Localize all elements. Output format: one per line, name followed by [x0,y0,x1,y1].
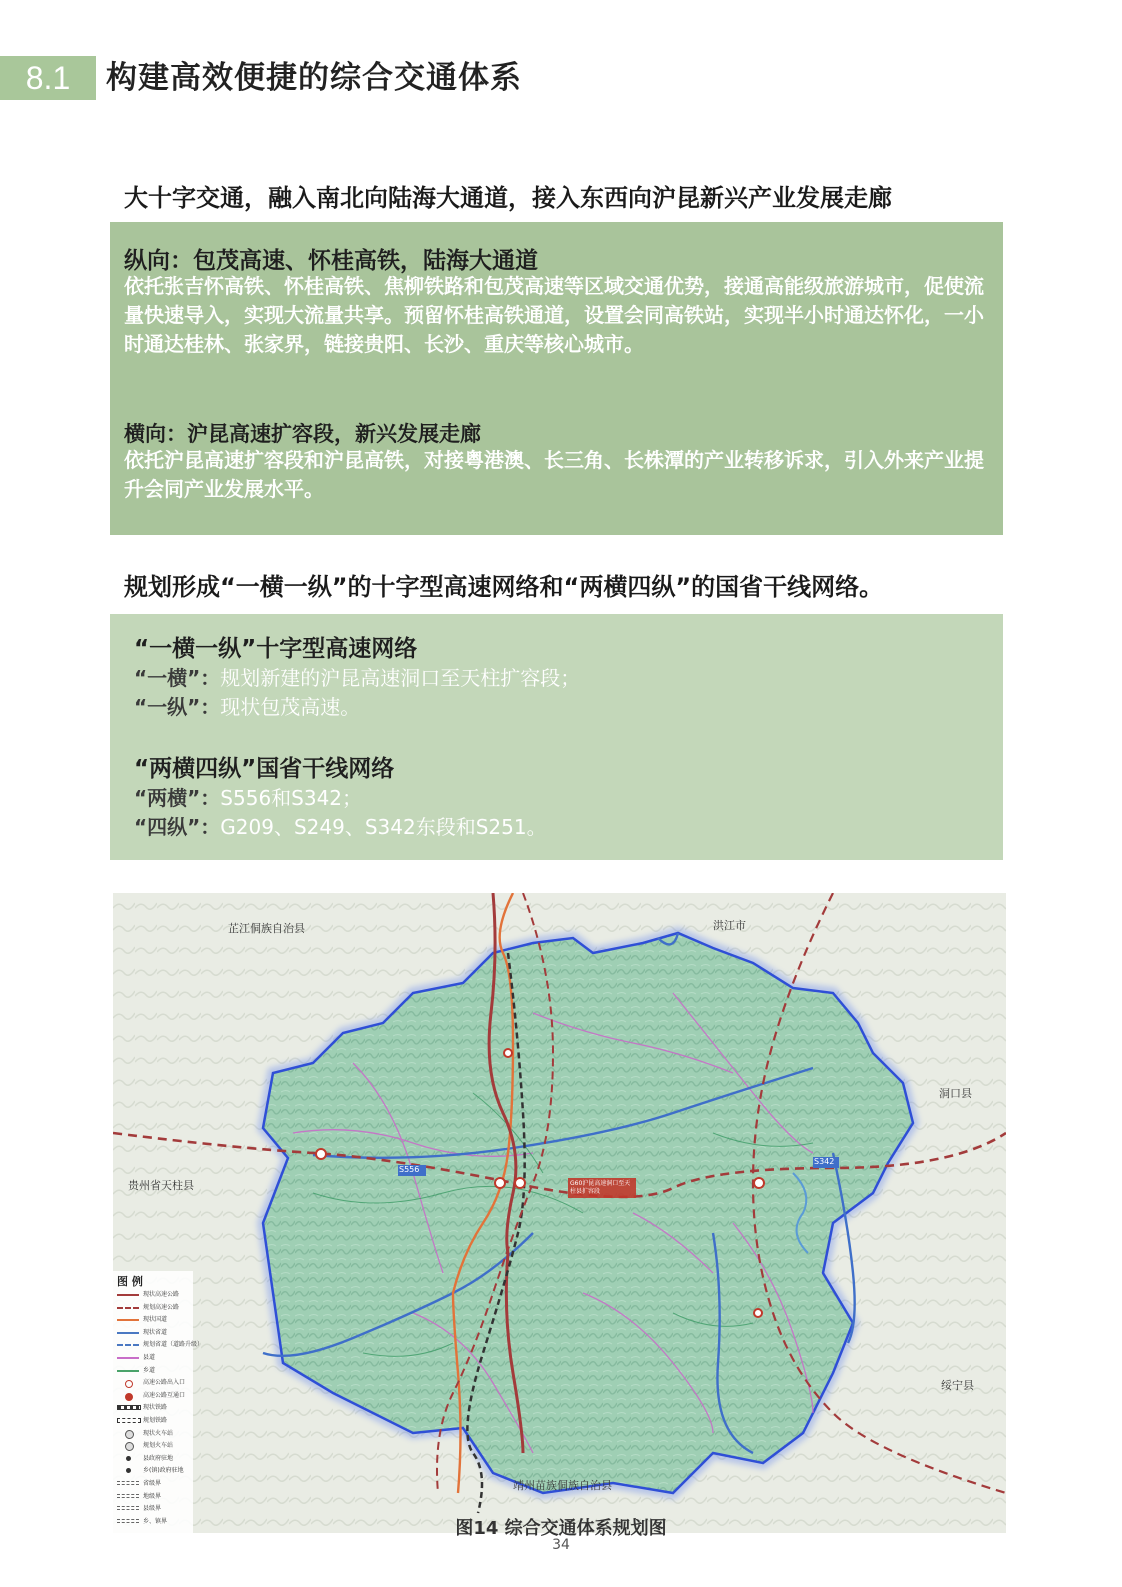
legend-label: 规划省道（道路升级） [143,1341,204,1349]
legend-item [117,1491,193,1503]
map-graphic [113,893,1006,1533]
place-label-hongjiang: 洪江市 [713,919,746,932]
legend-symbol-icon [117,1357,139,1359]
line-key: “四纵”： [134,815,221,839]
figure-caption: 图14 综合交通体系规划图 [455,1518,667,1539]
horizontal-title: 横向：沪昆高速扩容段，新兴发展走廊 [124,422,481,446]
legend-item [117,1314,193,1326]
line-text: G209、S249、S342东段和S251。 [220,815,547,839]
legend-symbol-icon [117,1319,139,1321]
line-text: 规划新建的沪昆高速洞口至天柱扩容段； [220,666,581,690]
horizontal-text: 依托沪昆高速扩容段和沪昆高铁，对接粤港澳、长三角、长株潭的产业转移诉求，引入外来产业提升会同产业发展水平。 [124,448,984,501]
legend-symbol-icon [117,1418,141,1423]
line-text: S556和S342； [220,786,363,810]
expressway-line [134,662,580,691]
place-label-zhijiang: 芷江侗族自治县 [228,922,305,935]
legend-item [117,1365,193,1377]
expressway-line [134,691,360,720]
legend-item [117,1302,193,1314]
legend-symbol-icon [125,1442,134,1451]
legend-item [117,1478,193,1490]
transport-plan-map [113,893,1006,1533]
legend-item [117,1390,193,1402]
legend-item [117,1415,193,1427]
legend-symbol-icon [126,1468,131,1473]
legend-item [117,1352,193,1364]
legend-label: 现状铁路 [143,1404,168,1412]
legend-symbol-icon [126,1456,131,1461]
map-legend [113,1271,204,1533]
network-box [110,614,1003,860]
legend-label: 县级界 [143,1505,162,1513]
legend-symbol-icon [117,1307,139,1309]
legend-label: 高速公路互通口 [143,1391,186,1399]
line-text: 现状包茂高速。 [220,695,361,719]
legend-symbol-icon [125,1430,134,1439]
road-label-s556: S556 [399,1165,420,1174]
legend-item [117,1289,193,1301]
legend-label: 现状国道 [143,1316,168,1324]
legend-label: 规划火车站 [143,1442,174,1450]
legend-label: 省级界 [143,1480,162,1487]
line-key: “两横”： [134,786,221,810]
page-number: 34 [552,1537,570,1553]
trunk-line [134,782,362,811]
section-header [0,56,700,100]
legend-label: 高速公路出入口 [143,1379,186,1387]
legend-item [117,1327,193,1339]
expressway-title: “一横一纵”十字型高速网络 [134,636,418,662]
section-number: 8.1 [0,56,96,100]
legend-label: 地级界 [143,1492,162,1500]
legend-symbol-icon [117,1494,139,1498]
road-label-s342: S342 [814,1157,835,1166]
legend-label: 乡、镇界 [143,1517,168,1525]
legend-symbol-icon [125,1380,133,1388]
legend-item [117,1428,193,1440]
line-key: “一横”： [134,666,221,690]
legend-title: 图 例 [117,1275,143,1288]
line-key: “一纵”： [134,695,221,719]
section-title: 构建高效便捷的综合交通体系 [106,60,522,96]
place-label-dongkou: 洞口县 [939,1087,972,1100]
legend-item [117,1402,193,1414]
traffic-summary-box [110,222,1003,535]
vertical-title: 纵向：包茂高速、怀桂高铁，陆海大通道 [124,248,538,274]
heading-network-plan: 规划形成“一横一纵”的十字型高速网络和“两横四纵”的国省干线网络。 [124,573,884,601]
legend-symbol-icon [117,1332,139,1334]
legend-item [117,1377,193,1389]
legend-label: 现状省道 [143,1328,168,1336]
legend-item [117,1440,193,1452]
legend-item [117,1465,193,1477]
place-label-tianzhu: 贵州省天柱县 [128,1179,194,1192]
legend-label: 县道 [143,1354,156,1361]
vertical-text: 依托张吉怀高铁、怀桂高铁、焦柳铁路和包茂高速等区域交通优势，接通高能级旅游城市，促使流量快速导入，实现大流量共享。预留怀桂高铁通道，设置会同高铁站，实现半小时通达怀化，一小时通达桂林、张家界，链接贵阳、长沙、重庆等核心城市。 [124,274,984,356]
legend-item [117,1453,193,1465]
legend-symbol-icon [117,1294,139,1296]
legend-symbol-icon [125,1393,133,1401]
legend-label: 乡(镇)政府驻地 [143,1467,184,1475]
legend-item [117,1339,204,1351]
legend-label: 现状火车站 [143,1429,174,1437]
road-label-g60: G60沪昆高速洞口至天柱县扩容段 [570,1180,631,1195]
heading-cross-traffic: 大十字交通，融入南北向陆海大通道，接入东西向沪昆新兴产业发展走廊 [124,184,892,212]
legend-label: 乡道 [143,1366,156,1374]
trunk-line [134,811,547,840]
place-label-suining: 绥宁县 [941,1379,974,1392]
legend-symbol-icon [117,1344,139,1346]
legend-label: 现状高速公路 [143,1291,180,1298]
legend-label: 规划高速公路 [143,1303,180,1311]
place-label-jingzhou: 靖州苗族侗族自治县 [513,1479,612,1492]
legend-symbol-icon [117,1481,139,1485]
trunk-title: “两横四纵”国省干线网络 [134,756,395,782]
legend-symbol-icon [117,1370,139,1372]
legend-symbol-icon [117,1506,139,1510]
legend-symbol-icon [117,1405,141,1410]
legend-label: 规划铁路 [143,1417,168,1424]
legend-label: 县政府驻地 [143,1454,174,1462]
